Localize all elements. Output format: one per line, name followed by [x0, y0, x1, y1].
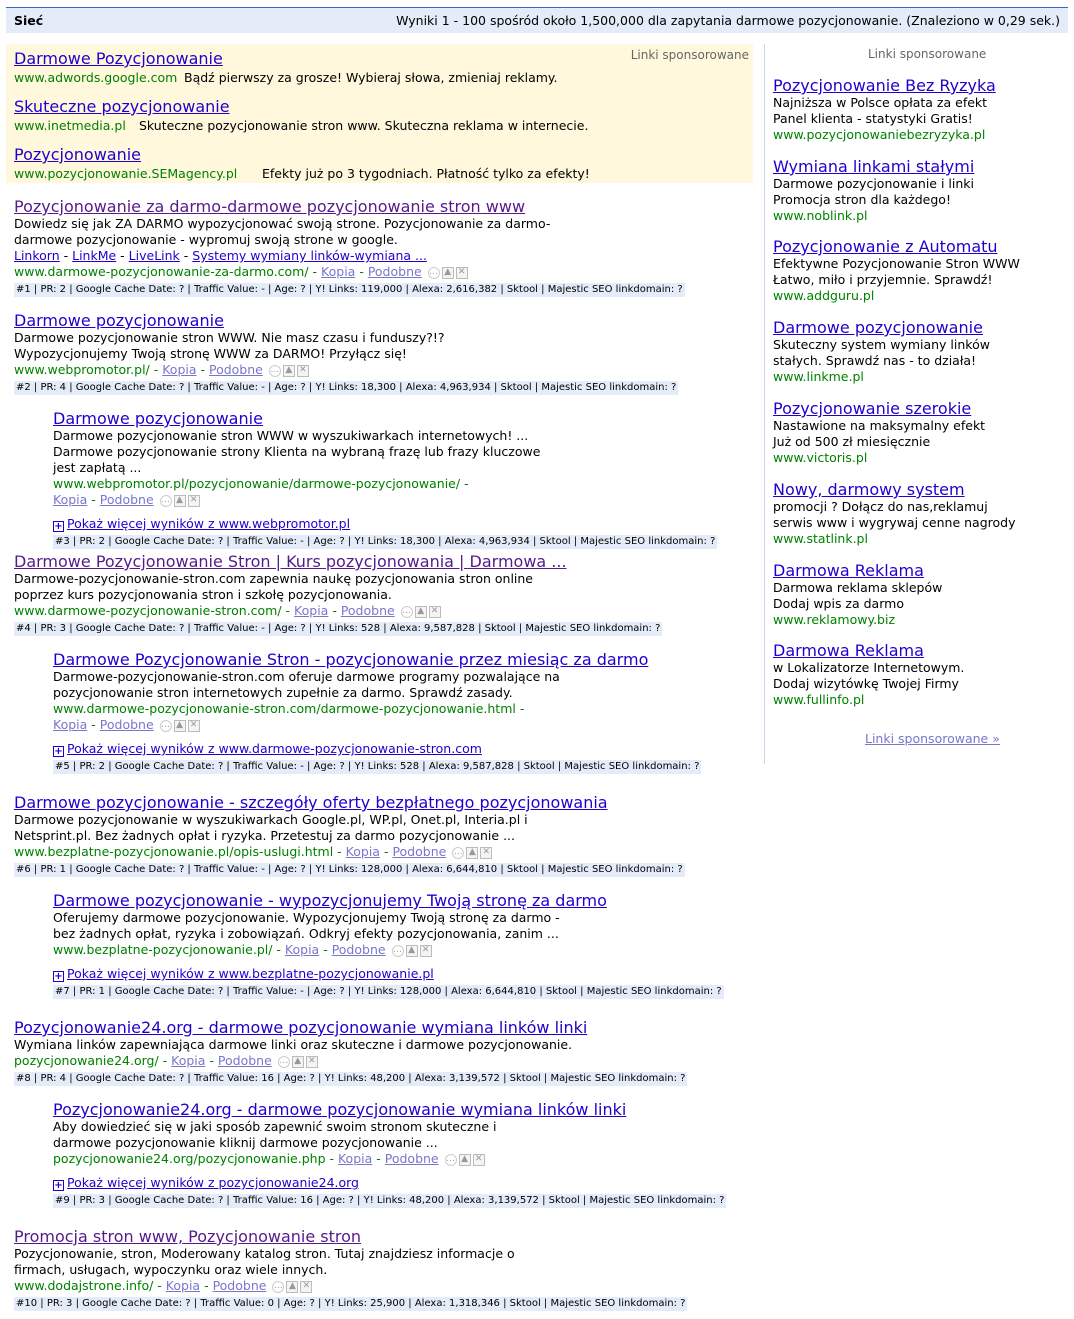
promote-icon[interactable]: ▲	[174, 495, 186, 507]
comment-icon[interactable]: …	[402, 606, 412, 616]
result-url: pozycjonowanie24.org/pozycjonowanie.php	[53, 1151, 326, 1166]
result-url: www.bezplatne-pozycjonowanie.pl/opis-uslugi.html	[14, 844, 334, 859]
similar-link[interactable]: Podobne	[384, 1151, 439, 1166]
similar-link[interactable]: Podobne	[208, 362, 263, 377]
side-ad-line: Panel klienta - statystyki Gratis!	[773, 111, 973, 126]
side-ad	[773, 237, 1020, 304]
remove-icon[interactable]: ✕	[480, 847, 492, 859]
result-title[interactable]: Darmowe pozycjonowanie	[53, 409, 263, 428]
ad-title[interactable]: Pozycjonowanie	[14, 145, 142, 164]
more-results-link[interactable]: Pokaż więcej wyników z www.bezplatne-pozycjonowanie.pl	[67, 966, 434, 981]
side-sponsored-header: Linki sponsorowane	[868, 47, 987, 61]
side-ad-title[interactable]: Pozycjonowanie szerokie	[773, 399, 972, 418]
side-ad-line: Promocja stron dla każdego!	[773, 192, 951, 207]
search-result: Promocja stron www, Pozycjonowanie stron Pozycjonowanie, stron, Moderowany katalog stron. Tutaj znajdziesz informacje o firmach, usługach, wypoczynku oraz wiele innych. www.dodajstrone.info/ - Kopia - Podobne … ▲ ✕ #10 | PR: 3 | Google Cache Date: ? | Traffic Value: 0 | Age: ? | Y! Links: 25,900 | Alexa: 1,318,346 | Sktool | Majestic SEO linkdomain: ?	[14, 1227, 686, 1309]
seo-stats-bar[interactable]: #1 | PR: 2 | Google Cache Date: ? | Traffic Value: - | Age: ? | Y! Links: 119,000 | Alexa: 2,616,382 | Sktool | Majestic SEO linkdomain: ?	[16, 284, 683, 295]
side-ad-line: promocji ? Dołącz do nas,reklamuj	[773, 499, 988, 514]
more-results-link[interactable]: Pokaż więcej wyników z www.darmowe-pozycjonowanie-stron.com	[67, 741, 482, 756]
more-results-link[interactable]: Pokaż więcej wyników z www.webpromotor.pl	[67, 516, 351, 531]
side-ad-url: www.noblink.pl	[773, 208, 868, 223]
side-ad-title[interactable]: Darmowa Reklama	[773, 561, 924, 580]
promote-icon[interactable]: ▲	[174, 720, 186, 732]
result-snippet: Darmowe-pozycjonowanie-stron.com zapewnia naukę pozycjonowania stron online poprzez kurs pozycjonowania stron i szkołę pozycjonowania.	[14, 571, 534, 602]
result-title[interactable]: Darmowe pozycjonowanie	[14, 311, 224, 330]
result-sitelinks: Linkorn - LinkMe - LiveLink - Systemy wymiany linków-wymiana ...	[14, 248, 427, 263]
similar-link[interactable]: Podobne	[217, 1053, 272, 1068]
top-ad	[14, 97, 588, 135]
sitelink[interactable]: Linkorn	[14, 248, 60, 263]
result-snippet: Wymiana linków zapewniająca darmowe linki oraz skuteczne i darmowe pozycjonowanie.	[14, 1037, 573, 1052]
similar-link[interactable]: Podobne	[340, 603, 395, 618]
result-snippet: Aby dowiedzieć się w jaki sposób zapewnić swoim stronom skuteczne i darmowe pozycjonowanie kliknij darmowe pozycjonowanie ...	[53, 1119, 497, 1150]
sponsored-label: Linki sponsorowane	[630, 48, 749, 62]
promote-icon[interactable]: ▲	[442, 267, 454, 279]
side-ad-url: www.reklamowy.biz	[773, 612, 896, 627]
similar-link[interactable]: Podobne	[392, 844, 447, 859]
result-url: www.dodajstrone.info/	[14, 1278, 154, 1293]
result-snippet: Oferujemy darmowe pozycjonowanie. Wypozycjonujemy Twoją stronę za darmo - bez żadnych opłat, ryzyka i zobowiązań. Odkryj efekty pozycjonowania, zanim ...	[53, 910, 560, 941]
side-ad	[773, 641, 964, 708]
similar-link[interactable]: Podobne	[367, 264, 422, 279]
search-result-indented: Darmowe pozycjonowanie - wypozycjonujemy Twoją stronę za darmo Oferujemy darmowe pozycjonowanie. Wypozycjonujemy Twoją stronę za darmo - bez żadnych opłat, ryzyka i zobowiązań. Odkryj efekty pozycjonowania, zanim ... www.bezplatne-pozycjonowanie.pl/ - Kopia - Podobne … ▲ ✕ + Pokaż więcej wyników z www.bezplatne-pozycjonowanie.pl #7 | PR: 1 | Google Cache Date: ? | Traffic Value: - | Age: ? | Y! Links: 128,000 | Alexa: 6,644,810 | Sktool | Majestic SEO linkdomain: ?	[53, 891, 722, 997]
result-url: www.webpromotor.pl/	[14, 362, 150, 377]
side-ad	[773, 318, 990, 385]
result-title[interactable]: Darmowe Pozycjonowanie Stron | Kurs pozycjonowania | Darmowa ...	[14, 552, 567, 571]
expand-plus-icon[interactable]: +	[54, 521, 63, 532]
side-ad-line: Łatwo, miło i przyjemnie. Sprawdź!	[773, 272, 993, 287]
comment-icon[interactable]: …	[279, 1056, 289, 1066]
promote-icon[interactable]: ▲	[459, 1154, 471, 1166]
similar-link[interactable]: Podobne	[99, 717, 154, 732]
cache-link[interactable]: Kopia	[284, 942, 320, 957]
side-ad-line: Efektywne Pozycjonowanie Stron WWW	[773, 256, 1020, 271]
expand-plus-icon[interactable]: +	[54, 746, 63, 757]
side-ad-url: www.victoris.pl	[773, 450, 868, 465]
top-ad	[14, 145, 590, 183]
side-ad-title[interactable]: Darmowe pozycjonowanie	[773, 318, 983, 337]
result-url: pozycjonowanie24.org/	[14, 1053, 159, 1068]
seo-stats-bar[interactable]: #9 | PR: 3 | Google Cache Date: ? | Traffic Value: 16 | Age: ? | Y! Links: 48,200 | Alexa: 3,139,572 | Sktool | Majestic SEO linkdomain: ?	[55, 1195, 725, 1206]
section-label: Sieć	[14, 13, 44, 28]
cache-link[interactable]: Kopia	[165, 1278, 201, 1293]
result-title[interactable]: Promocja stron www, Pozycjonowanie stron	[14, 1227, 362, 1246]
side-ad-line: Najniższa w Polsce opłata za efekt	[773, 95, 988, 110]
similar-link[interactable]: Podobne	[99, 492, 154, 507]
comment-icon[interactable]: …	[453, 847, 463, 857]
ad-description: Skuteczne pozycjonowanie stron www. Skuteczna reklama w internecie.	[139, 118, 589, 133]
ad-description: Efekty już po 3 tygodniach. Płatność tylko za efekty!	[262, 166, 590, 181]
side-ad-url: www.fullinfo.pl	[773, 692, 865, 707]
result-url: www.darmowe-pozycjonowanie-za-darmo.com/	[14, 264, 309, 279]
side-ad-line: stałych. Sprawdź nas - to działa!	[773, 353, 977, 368]
cache-link[interactable]: Kopia	[337, 1151, 373, 1166]
remove-icon[interactable]: ✕	[420, 945, 432, 957]
side-ad	[773, 399, 985, 466]
side-ad-line: w Lokalizatorze Internetowym.	[773, 660, 965, 675]
result-title[interactable]: Darmowe pozycjonowanie - szczegóły oferty bezpłatnego pozycjonowania	[14, 793, 608, 812]
cache-link[interactable]: Kopia	[53, 717, 88, 732]
seo-stats-bar[interactable]: #8 | PR: 4 | Google Cache Date: ? | Traffic Value: 16 | Age: ? | Y! Links: 48,200 | Alexa: 3,139,572 | Sktool | Majestic SEO linkdomain: ?	[16, 1073, 686, 1084]
search-result-indented: Darmowe Pozycjonowanie Stron - pozycjonowanie przez miesiąc za darmo Darmowe-pozycjonowanie-stron.com oferuje darmowe programy pozwalające na pozycjonowanie stron internetowych zupełnie za darmo. Sprawdź zasady. www.darmowe-pozycjonowanie-stron.com/darmowe-pozycjonowanie.html - Kopia - Podobne … ▲ ✕ + Pokaż więcej wyników z www.darmowe-pozycjonowanie-stron.com #5 | PR: 2 | Google Cache Date: ? | Traffic Value: - | Age: ? | Y! Links: 528 | Alexa: 9,587,828 | Sktool | Majestic SEO linkdomain: ?	[53, 650, 700, 772]
similar-link[interactable]: Podobne	[331, 942, 386, 957]
remove-icon[interactable]: ✕	[188, 495, 200, 507]
remove-icon[interactable]: ✕	[456, 267, 468, 279]
cache-link[interactable]: Kopia	[162, 362, 197, 377]
side-ad-title[interactable]: Nowy, darmowy system	[773, 480, 965, 499]
ad-url: www.adwords.google.com	[14, 70, 178, 85]
seo-stats-bar[interactable]: #2 | PR: 4 | Google Cache Date: ? | Traffic Value: - | Age: ? | Y! Links: 18,300 | Alexa: 4,963,934 | Sktool | Majestic SEO linkdomain: ?	[16, 382, 677, 393]
result-url: www.webpromotor.pl/pozycjonowanie/darmowe-pozycjonowanie/	[53, 476, 461, 491]
comment-icon[interactable]: …	[273, 1281, 283, 1291]
comment-icon[interactable]: …	[393, 945, 403, 955]
comment-icon[interactable]: …	[446, 1154, 456, 1164]
seo-stats-bar[interactable]: #4 | PR: 3 | Google Cache Date: ? | Traffic Value: - | Age: ? | Y! Links: 528 | Alexa: 9,587,828 | Sktool | Majestic SEO linkdomain: ?	[16, 623, 661, 634]
comment-icon[interactable]: …	[161, 495, 171, 505]
side-ad-line: Już od 500 zł miesięcznie	[773, 434, 931, 449]
remove-icon[interactable]: ✕	[188, 720, 200, 732]
comment-icon[interactable]: …	[161, 720, 171, 730]
results-header-bar	[6, 7, 1068, 33]
sitelink[interactable]: LiveLink	[128, 248, 180, 263]
promote-icon[interactable]: ▲	[292, 1056, 304, 1068]
side-ad-url: www.pozycjonowaniebezryzyka.pl	[773, 127, 986, 142]
search-result: Darmowe pozycjonowanie Darmowe pozycjonowanie stron WWW. Nie masz czasu i funduszy?!? Wypozycjonujemy Twoją stronę WWW za DARMO! Przyłącz się! www.webpromotor.pl/ - Kopia - Podobne … ▲ ✕ #2 | PR: 4 | Google Cache Date: ? | Traffic Value: - | Age: ? | Y! Links: 18,300 | Alexa: 4,963,934 | Sktool | Majestic SEO linkdomain: ?	[14, 311, 677, 393]
side-ad-title[interactable]: Wymiana linkami stałymi	[773, 157, 975, 176]
ad-title[interactable]: Darmowe Pozycjonowanie	[14, 49, 223, 68]
more-sponsored-link[interactable]: Linki sponsorowane »	[865, 731, 1000, 746]
result-snippet: Darmowe pozycjonowanie stron WWW. Nie masz czasu i funduszy?!? Wypozycjonujemy Twoją stronę WWW za DARMO! Przyłącz się!	[14, 330, 445, 361]
seo-stats-bar[interactable]: #3 | PR: 2 | Google Cache Date: ? | Traffic Value: - | Age: ? | Y! Links: 18,300 | Alexa: 4,963,934 | Sktool | Majestic SEO linkdomain: ?	[55, 536, 716, 547]
side-ad	[773, 157, 974, 224]
cache-link[interactable]: Kopia	[345, 844, 380, 859]
promote-icon[interactable]: ▲	[406, 945, 418, 957]
promote-icon[interactable]: ▲	[286, 1281, 298, 1293]
side-ad-line: Dodaj wpis za darmo	[773, 596, 904, 611]
search-result-indented: Darmowe pozycjonowanie Darmowe pozycjonowanie stron WWW w wyszukiwarkach internetowych! ... Darmowe pozycjonowanie strony Klienta na wybraną frazę lub frazy kluczowe jest zapłatą ... www.webpromotor.pl/pozycjonowanie/darmowe-pozycjonowanie/ - Kopia - Podobne … ▲ ✕ + Pokaż więcej wyników z www.webpromotor.pl #3 | PR: 2 | Google Cache Date: ? | Traffic Value: - | Age: ? | Y! Links: 18,300 | Alexa: 4,963,934 | Sktool | Majestic SEO linkdomain: ?	[53, 409, 716, 547]
search-result-indented: Pozycjonowanie24.org - darmowe pozycjonowanie wymiana linków linki Aby dowiedzieć się w jaki sposób zapewnić swoim stronom skuteczne i darmowe pozycjonowanie kliknij darmowe pozycjonowanie ... pozycjonowanie24.org/pozycjonowanie.php - Kopia - Podobne … ▲ ✕ + Pokaż więcej wyników z pozycjonowanie24.org #9 | PR: 3 | Google Cache Date: ? | Traffic Value: 16 | Age: ? | Y! Links: 48,200 | Alexa: 3,139,572 | Sktool | Majestic SEO linkdomain: ?	[53, 1100, 725, 1206]
result-snippet: Dowiedz się jak ZA DARMO wypozycjonować swoją strone. Pozycjonowanie za darmo-darmowe pozycjonowanie - wypromuj swoją strone w google.	[14, 216, 551, 247]
promote-icon[interactable]: ▲	[466, 847, 478, 859]
result-snippet: Darmowe-pozycjonowanie-stron.com oferuje darmowe programy pozwalające na pozycjonowanie stron internetowych zupełnie za darmo. Sprawdź zasady.	[53, 669, 560, 700]
top-ad	[14, 49, 558, 87]
search-result: Pozycjonowanie za darmo-darmowe pozycjonowanie stron www Dowiedz się jak ZA DARMO wypozycjonować swoją strone. Pozycjonowanie za darmo-darmowe pozycjonowanie - wypromuj swoją strone w google. Linkorn - LinkMe - LiveLink - Systemy wymiany linków-wymiana ... www.darmowe-pozycjonowanie-za-darmo.com/ - Kopia - Podobne … ▲ ✕ #1 | PR: 2 | Google Cache Date: ? | Traffic Value: - | Age: ? | Y! Links: 119,000 | Alexa: 2,616,382 | Sktool | Majestic SEO linkdomain: ?	[14, 197, 683, 295]
ad-title[interactable]: Skuteczne pozycjonowanie	[14, 97, 230, 116]
side-ad-title[interactable]: Pozycjonowanie z Automatu	[773, 237, 998, 256]
side-divider	[764, 44, 765, 764]
cache-link[interactable]: Kopia	[321, 264, 356, 279]
sitelink[interactable]: Systemy wymiany linków-wymiana ...	[192, 248, 427, 263]
similar-link[interactable]: Podobne	[212, 1278, 267, 1293]
cache-link[interactable]: Kopia	[171, 1053, 206, 1068]
expand-plus-icon[interactable]: +	[54, 1180, 63, 1191]
ad-description: Bądź pierwszy za grosze! Wybieraj słowa, zmieniaj reklamy.	[184, 70, 558, 85]
remove-icon[interactable]: ✕	[306, 1056, 318, 1068]
side-ad	[773, 480, 1015, 547]
side-ad-url: www.statlink.pl	[773, 531, 868, 546]
remove-icon[interactable]: ✕	[300, 1281, 312, 1293]
side-ad-url: www.addguru.pl	[773, 288, 875, 303]
ad-url: www.inetmedia.pl	[14, 118, 126, 133]
side-ad-title[interactable]: Pozycjonowanie Bez Ryzyka	[773, 76, 996, 95]
result-snippet: Darmowe pozycjonowanie w wyszukiwarkach Google.pl, WP.pl, Onet.pl, Interia.pl i Netsprint.pl. Bez żadnych opłat i ryzyka. Przetestuj za darmo pozycjonowanie ...	[14, 812, 528, 843]
result-snippet: Darmowe pozycjonowanie stron WWW w wyszukiwarkach internetowych! ... Darmowe pozycjonowanie strony Klienta na wybraną frazę lub frazy kluczowe jest zapłatą ...	[53, 428, 541, 475]
result-title[interactable]: Pozycjonowanie24.org - darmowe pozycjonowanie wymiana linków linki	[14, 1018, 588, 1037]
results-stats: Wyniki 1 - 100 spośród około 1,500,000 dla zapytania darmowe pozycjonowanie. (Znaleziono w 0,29 sek.)	[396, 13, 1060, 28]
result-title[interactable]: Pozycjonowanie za darmo-darmowe pozycjonowanie stron www	[14, 197, 526, 216]
side-ad-title[interactable]: Darmowa Reklama	[773, 641, 924, 660]
promote-icon[interactable]: ▲	[283, 365, 295, 377]
side-ad-line: serwis www i wygrywaj cenne nagrody	[773, 515, 1016, 530]
side-ad	[773, 76, 996, 143]
ad-url: www.pozycjonowanie.SEMagency.pl	[14, 166, 238, 181]
result-title[interactable]: Darmowe pozycjonowanie - wypozycjonujemy Twoją stronę za darmo	[53, 891, 607, 910]
remove-icon[interactable]: ✕	[473, 1154, 485, 1166]
more-results-link[interactable]: Pokaż więcej wyników z pozycjonowanie24.org	[67, 1175, 359, 1190]
side-ad-line: Nastawione na maksymalny efekt	[773, 418, 986, 433]
top-sponsored-box	[6, 44, 753, 183]
seo-stats-bar[interactable]: #6 | PR: 1 | Google Cache Date: ? | Traffic Value: - | Age: ? | Y! Links: 128,000 | Alexa: 6,644,810 | Sktool | Majestic SEO linkdomain: ?	[16, 864, 683, 875]
sitelink[interactable]: LinkMe	[72, 248, 117, 263]
comment-icon[interactable]: …	[429, 267, 439, 277]
result-snippet: Pozycjonowanie, stron, Moderowany katalog stron. Tutaj znajdziesz informacje o firmach, usługach, wypoczynku oraz wiele innych.	[14, 1246, 515, 1277]
side-ad-line: Darmowe pozycjonowanie i linki	[773, 176, 974, 191]
side-ad-line: Skuteczny system wymiany linków	[773, 337, 990, 352]
remove-icon[interactable]: ✕	[297, 365, 309, 377]
search-result: Darmowe Pozycjonowanie Stron | Kurs pozycjonowania | Darmowa ... Darmowe-pozycjonowanie-stron.com zapewnia naukę pozycjonowania stron online poprzez kurs pozycjonowania stron i szkołę pozycjonowania. www.darmowe-pozycjonowanie-stron.com/ - Kopia - Podobne … ▲ ✕ #4 | PR: 3 | Google Cache Date: ? | Traffic Value: - | Age: ? | Y! Links: 528 | Alexa: 9,587,828 | Sktool | Majestic SEO linkdomain: ?	[14, 552, 661, 634]
seo-stats-bar[interactable]: #7 | PR: 1 | Google Cache Date: ? | Traffic Value: - | Age: ? | Y! Links: 128,000 | Alexa: 6,644,810 | Sktool | Majestic SEO linkdomain: ?	[55, 986, 722, 997]
side-ad-line: Dodaj wizytówkę Twojej Firmy	[773, 676, 959, 691]
result-title[interactable]: Darmowe Pozycjonowanie Stron - pozycjonowanie przez miesiąc za darmo	[53, 650, 649, 669]
remove-icon[interactable]: ✕	[429, 606, 441, 618]
side-ad-line: Darmowa reklama sklepów	[773, 580, 943, 595]
search-result: Pozycjonowanie24.org - darmowe pozycjonowanie wymiana linków linki Wymiana linków zapewniająca darmowe linki oraz skuteczne i darmowe pozycjonowanie. pozycjonowanie24.org/ - Kopia - Podobne … ▲ ✕ #8 | PR: 4 | Google Cache Date: ? | Traffic Value: 16 | Age: ? | Y! Links: 48,200 | Alexa: 3,139,572 | Sktool | Majestic SEO linkdomain: ?	[14, 1018, 686, 1084]
cache-link[interactable]: Kopia	[53, 492, 88, 507]
result-title[interactable]: Pozycjonowanie24.org - darmowe pozycjonowanie wymiana linków linki	[53, 1100, 627, 1119]
side-ad	[773, 561, 942, 628]
side-ad-url: www.linkme.pl	[773, 369, 864, 384]
seo-stats-bar[interactable]: #5 | PR: 2 | Google Cache Date: ? | Traffic Value: - | Age: ? | Y! Links: 528 | Alexa: 9,587,828 | Sktool | Majestic SEO linkdomain: ?	[55, 761, 700, 772]
result-url: www.darmowe-pozycjonowanie-stron.com/darmowe-pozycjonowanie.html	[53, 701, 516, 716]
promote-icon[interactable]: ▲	[415, 606, 427, 618]
seo-stats-bar[interactable]: #10 | PR: 3 | Google Cache Date: ? | Traffic Value: 0 | Age: ? | Y! Links: 25,900 | Alexa: 1,318,346 | Sktool | Majestic SEO linkdomain: ?	[16, 1298, 686, 1309]
result-url: www.darmowe-pozycjonowanie-stron.com/	[14, 603, 282, 618]
search-result: Darmowe pozycjonowanie - szczegóły oferty bezpłatnego pozycjonowania Darmowe pozycjonowanie w wyszukiwarkach Google.pl, WP.pl, Onet.pl, Interia.pl i Netsprint.pl. Bez żadnych opłat i ryzyka. Przetestuj za darmo pozycjonowanie ... www.bezplatne-pozycjonowanie.pl/opis-uslugi.html - Kopia - Podobne … ▲ ✕ #6 | PR: 1 | Google Cache Date: ? | Traffic Value: - | Age: ? | Y! Links: 128,000 | Alexa: 6,644,810 | Sktool | Majestic SEO linkdomain: ?	[14, 793, 683, 875]
expand-plus-icon[interactable]: +	[54, 971, 63, 982]
cache-link[interactable]: Kopia	[294, 603, 329, 618]
result-url: www.bezplatne-pozycjonowanie.pl/	[53, 942, 273, 957]
comment-icon[interactable]: …	[270, 365, 280, 375]
